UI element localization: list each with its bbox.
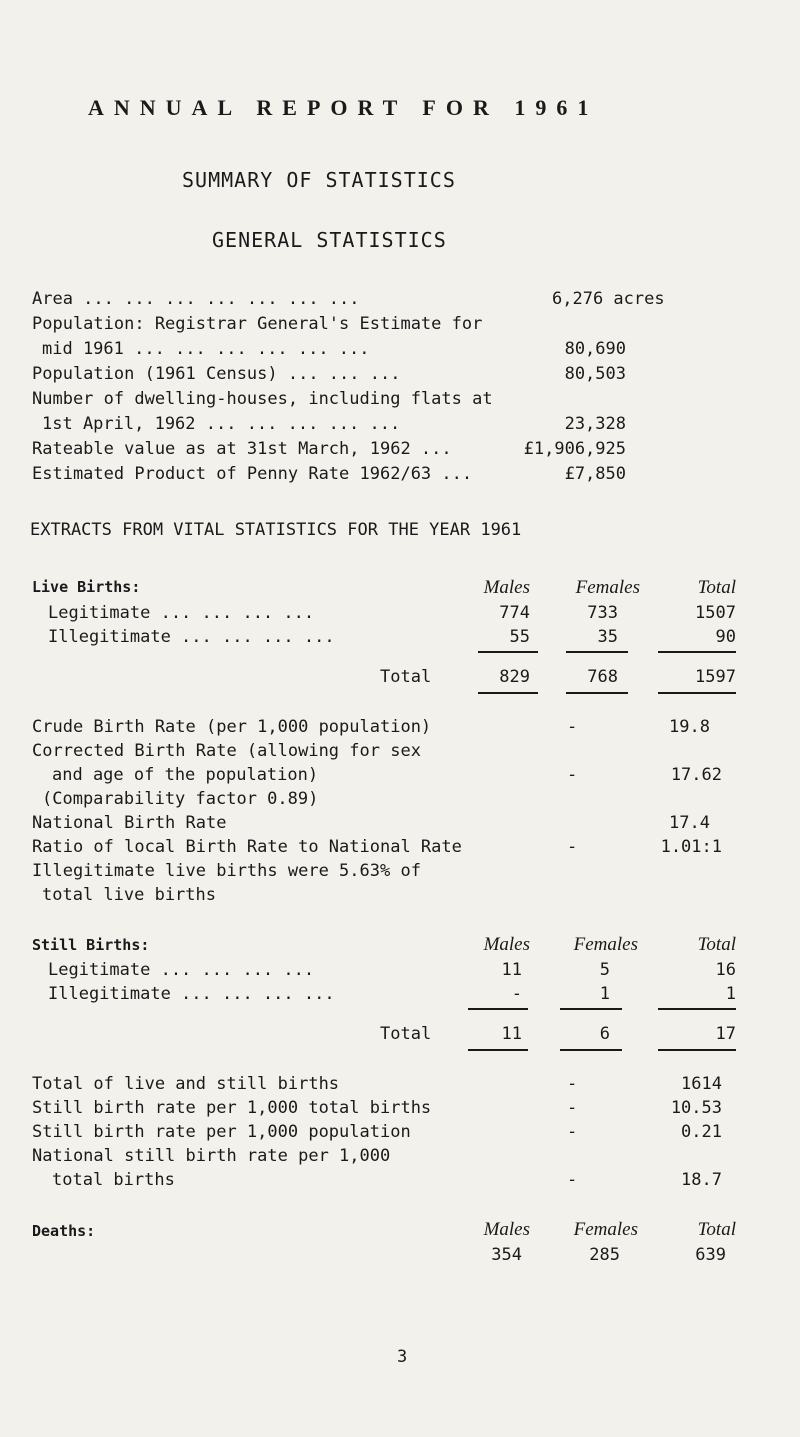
ratio-dash: - bbox=[567, 837, 578, 857]
summary-title: SUMMARY OF STATISTICS bbox=[182, 168, 456, 192]
corrected-birth-rate-dash: - bbox=[567, 765, 578, 785]
still-col-females: Females bbox=[573, 934, 638, 955]
national-still-rate-label-2: total births bbox=[52, 1170, 175, 1190]
live-col-males: Males bbox=[483, 577, 530, 598]
pop-census-value: 80,503 bbox=[564, 364, 626, 384]
crude-birth-rate-value: 19.8 bbox=[669, 717, 710, 737]
national-still-rate-value: 18.7 bbox=[681, 1170, 722, 1190]
corrected-birth-rate-value: 17.62 bbox=[670, 765, 722, 785]
area-label: Area ... ... ... ... ... ... ... bbox=[32, 289, 360, 309]
live-legit-label: Legitimate ... ... ... ... bbox=[48, 603, 315, 623]
penny-rate-value: £7,850 bbox=[564, 464, 626, 484]
live-rule-top-females bbox=[566, 651, 628, 653]
still-rate-pop-dash: - bbox=[567, 1122, 578, 1142]
still-rate-pop-value: 0.21 bbox=[681, 1122, 722, 1142]
total-live-still-dash: - bbox=[567, 1074, 578, 1094]
still-rate-births-dash: - bbox=[567, 1098, 578, 1118]
live-total-females: 768 bbox=[587, 667, 618, 687]
still-rule-top-females bbox=[560, 1008, 622, 1010]
deaths-males: 354 bbox=[491, 1245, 522, 1265]
live-legit-males: 774 bbox=[499, 603, 530, 623]
deaths-col-females: Females bbox=[573, 1219, 638, 1240]
live-rule-bottom-males bbox=[478, 692, 538, 694]
general-title: GENERAL STATISTICS bbox=[212, 228, 447, 252]
still-births-label: Still Births: bbox=[32, 936, 150, 954]
live-births-label: Live Births: bbox=[32, 578, 141, 596]
corrected-birth-rate-label-1: Corrected Birth Rate (allowing for sex bbox=[32, 741, 421, 761]
still-rule-top-total bbox=[658, 1008, 736, 1010]
national-birth-rate-value: 17.4 bbox=[669, 813, 710, 833]
pop-estimate-label-1: Population: Registrar General's Estimate for bbox=[32, 314, 483, 334]
dwellings-label-1: Number of dwelling-houses, including flats at bbox=[32, 389, 493, 409]
rateable-value: £1,906,925 bbox=[523, 439, 626, 459]
pop-estimate-label-2: mid 1961 ... ... ... ... ... ... bbox=[42, 339, 370, 359]
still-col-males: Males bbox=[483, 934, 530, 955]
illegitimate-percent-label-2: total live births bbox=[42, 885, 216, 905]
page-number: 3 bbox=[397, 1347, 408, 1367]
deaths-label: Deaths: bbox=[32, 1222, 96, 1240]
still-total-females: 6 bbox=[599, 1024, 610, 1044]
live-illegit-males: 55 bbox=[509, 627, 530, 647]
dwellings-label-2: 1st April, 1962 ... ... ... ... ... bbox=[42, 414, 401, 434]
still-rate-pop-label: Still birth rate per 1,000 population bbox=[32, 1122, 411, 1142]
vital-statistics-title: EXTRACTS FROM VITAL STATISTICS FOR THE YEAR 1961 bbox=[30, 520, 522, 540]
live-rule-top-males bbox=[478, 651, 538, 653]
still-col-total: Total bbox=[697, 934, 736, 955]
deaths-col-males: Males bbox=[483, 1219, 530, 1240]
total-live-still-label: Total of live and still births bbox=[32, 1074, 340, 1094]
national-birth-rate-label: National Birth Rate bbox=[32, 813, 227, 833]
still-illegit-total: 1 bbox=[725, 984, 736, 1004]
total-live-still-value: 1614 bbox=[681, 1074, 722, 1094]
national-still-rate-label-1: National still birth rate per 1,000 bbox=[32, 1146, 391, 1166]
deaths-females: 285 bbox=[589, 1245, 620, 1265]
crude-birth-rate-label: Crude Birth Rate (per 1,000 population) bbox=[32, 717, 432, 737]
still-rule-top-males bbox=[468, 1008, 528, 1010]
deaths-total: 639 bbox=[695, 1245, 726, 1265]
corrected-birth-rate-label-3: (Comparability factor 0.89) bbox=[42, 789, 319, 809]
still-rate-births-label: Still birth rate per 1,000 total births bbox=[32, 1098, 432, 1118]
illegitimate-percent-label-1: Illegitimate live births were 5.63% of bbox=[32, 861, 421, 881]
live-total-males: 829 bbox=[499, 667, 530, 687]
deaths-col-total: Total bbox=[697, 1219, 736, 1240]
rateable-label: Rateable value as at 31st March, 1962 ... bbox=[32, 439, 452, 459]
still-illegit-males: - bbox=[511, 984, 522, 1004]
still-legit-total: 16 bbox=[715, 960, 736, 980]
live-total-label: Total bbox=[380, 667, 432, 687]
live-illegit-label: Illegitimate ... ... ... ... bbox=[48, 627, 335, 647]
still-rule-bottom-females bbox=[560, 1049, 622, 1051]
live-legit-females: 733 bbox=[587, 603, 618, 623]
live-col-females: Females bbox=[575, 577, 640, 598]
live-rule-bottom-females bbox=[566, 692, 628, 694]
ratio-label: Ratio of local Birth Rate to National Rate bbox=[32, 837, 462, 857]
live-rule-top-total bbox=[658, 651, 736, 653]
live-illegit-females: 35 bbox=[597, 627, 618, 647]
still-rate-births-value: 10.53 bbox=[670, 1098, 722, 1118]
still-illegit-females: 1 bbox=[599, 984, 610, 1004]
still-illegit-label: Illegitimate ... ... ... ... bbox=[48, 984, 335, 1004]
still-legit-females: 5 bbox=[599, 960, 610, 980]
crude-birth-rate-dash: - bbox=[567, 717, 578, 737]
still-total-males: 11 bbox=[501, 1024, 522, 1044]
still-legit-label: Legitimate ... ... ... ... bbox=[48, 960, 315, 980]
penny-rate-label: Estimated Product of Penny Rate 1962/63 ... bbox=[32, 464, 473, 484]
live-total-total: 1597 bbox=[695, 667, 736, 687]
corrected-birth-rate-label-2: and age of the population) bbox=[52, 765, 319, 785]
live-col-total: Total bbox=[697, 577, 736, 598]
ratio-value: 1.01:1 bbox=[660, 837, 722, 857]
live-illegit-total: 90 bbox=[715, 627, 736, 647]
report-title: ANNUAL REPORT FOR 1961 bbox=[88, 95, 599, 120]
still-total-total: 17 bbox=[715, 1024, 736, 1044]
still-rule-bottom-males bbox=[468, 1049, 528, 1051]
still-legit-males: 11 bbox=[501, 960, 522, 980]
still-total-label: Total bbox=[380, 1024, 432, 1044]
national-still-rate-dash: - bbox=[567, 1170, 578, 1190]
live-rule-bottom-total bbox=[658, 692, 736, 694]
pop-census-label: Population (1961 Census) ... ... ... bbox=[32, 364, 401, 384]
pop-estimate-value: 80,690 bbox=[564, 339, 626, 359]
live-legit-total: 1507 bbox=[695, 603, 736, 623]
area-value: 6,276 acres bbox=[552, 289, 665, 309]
dwellings-value: 23,328 bbox=[564, 414, 626, 434]
still-rule-bottom-total bbox=[658, 1049, 736, 1051]
